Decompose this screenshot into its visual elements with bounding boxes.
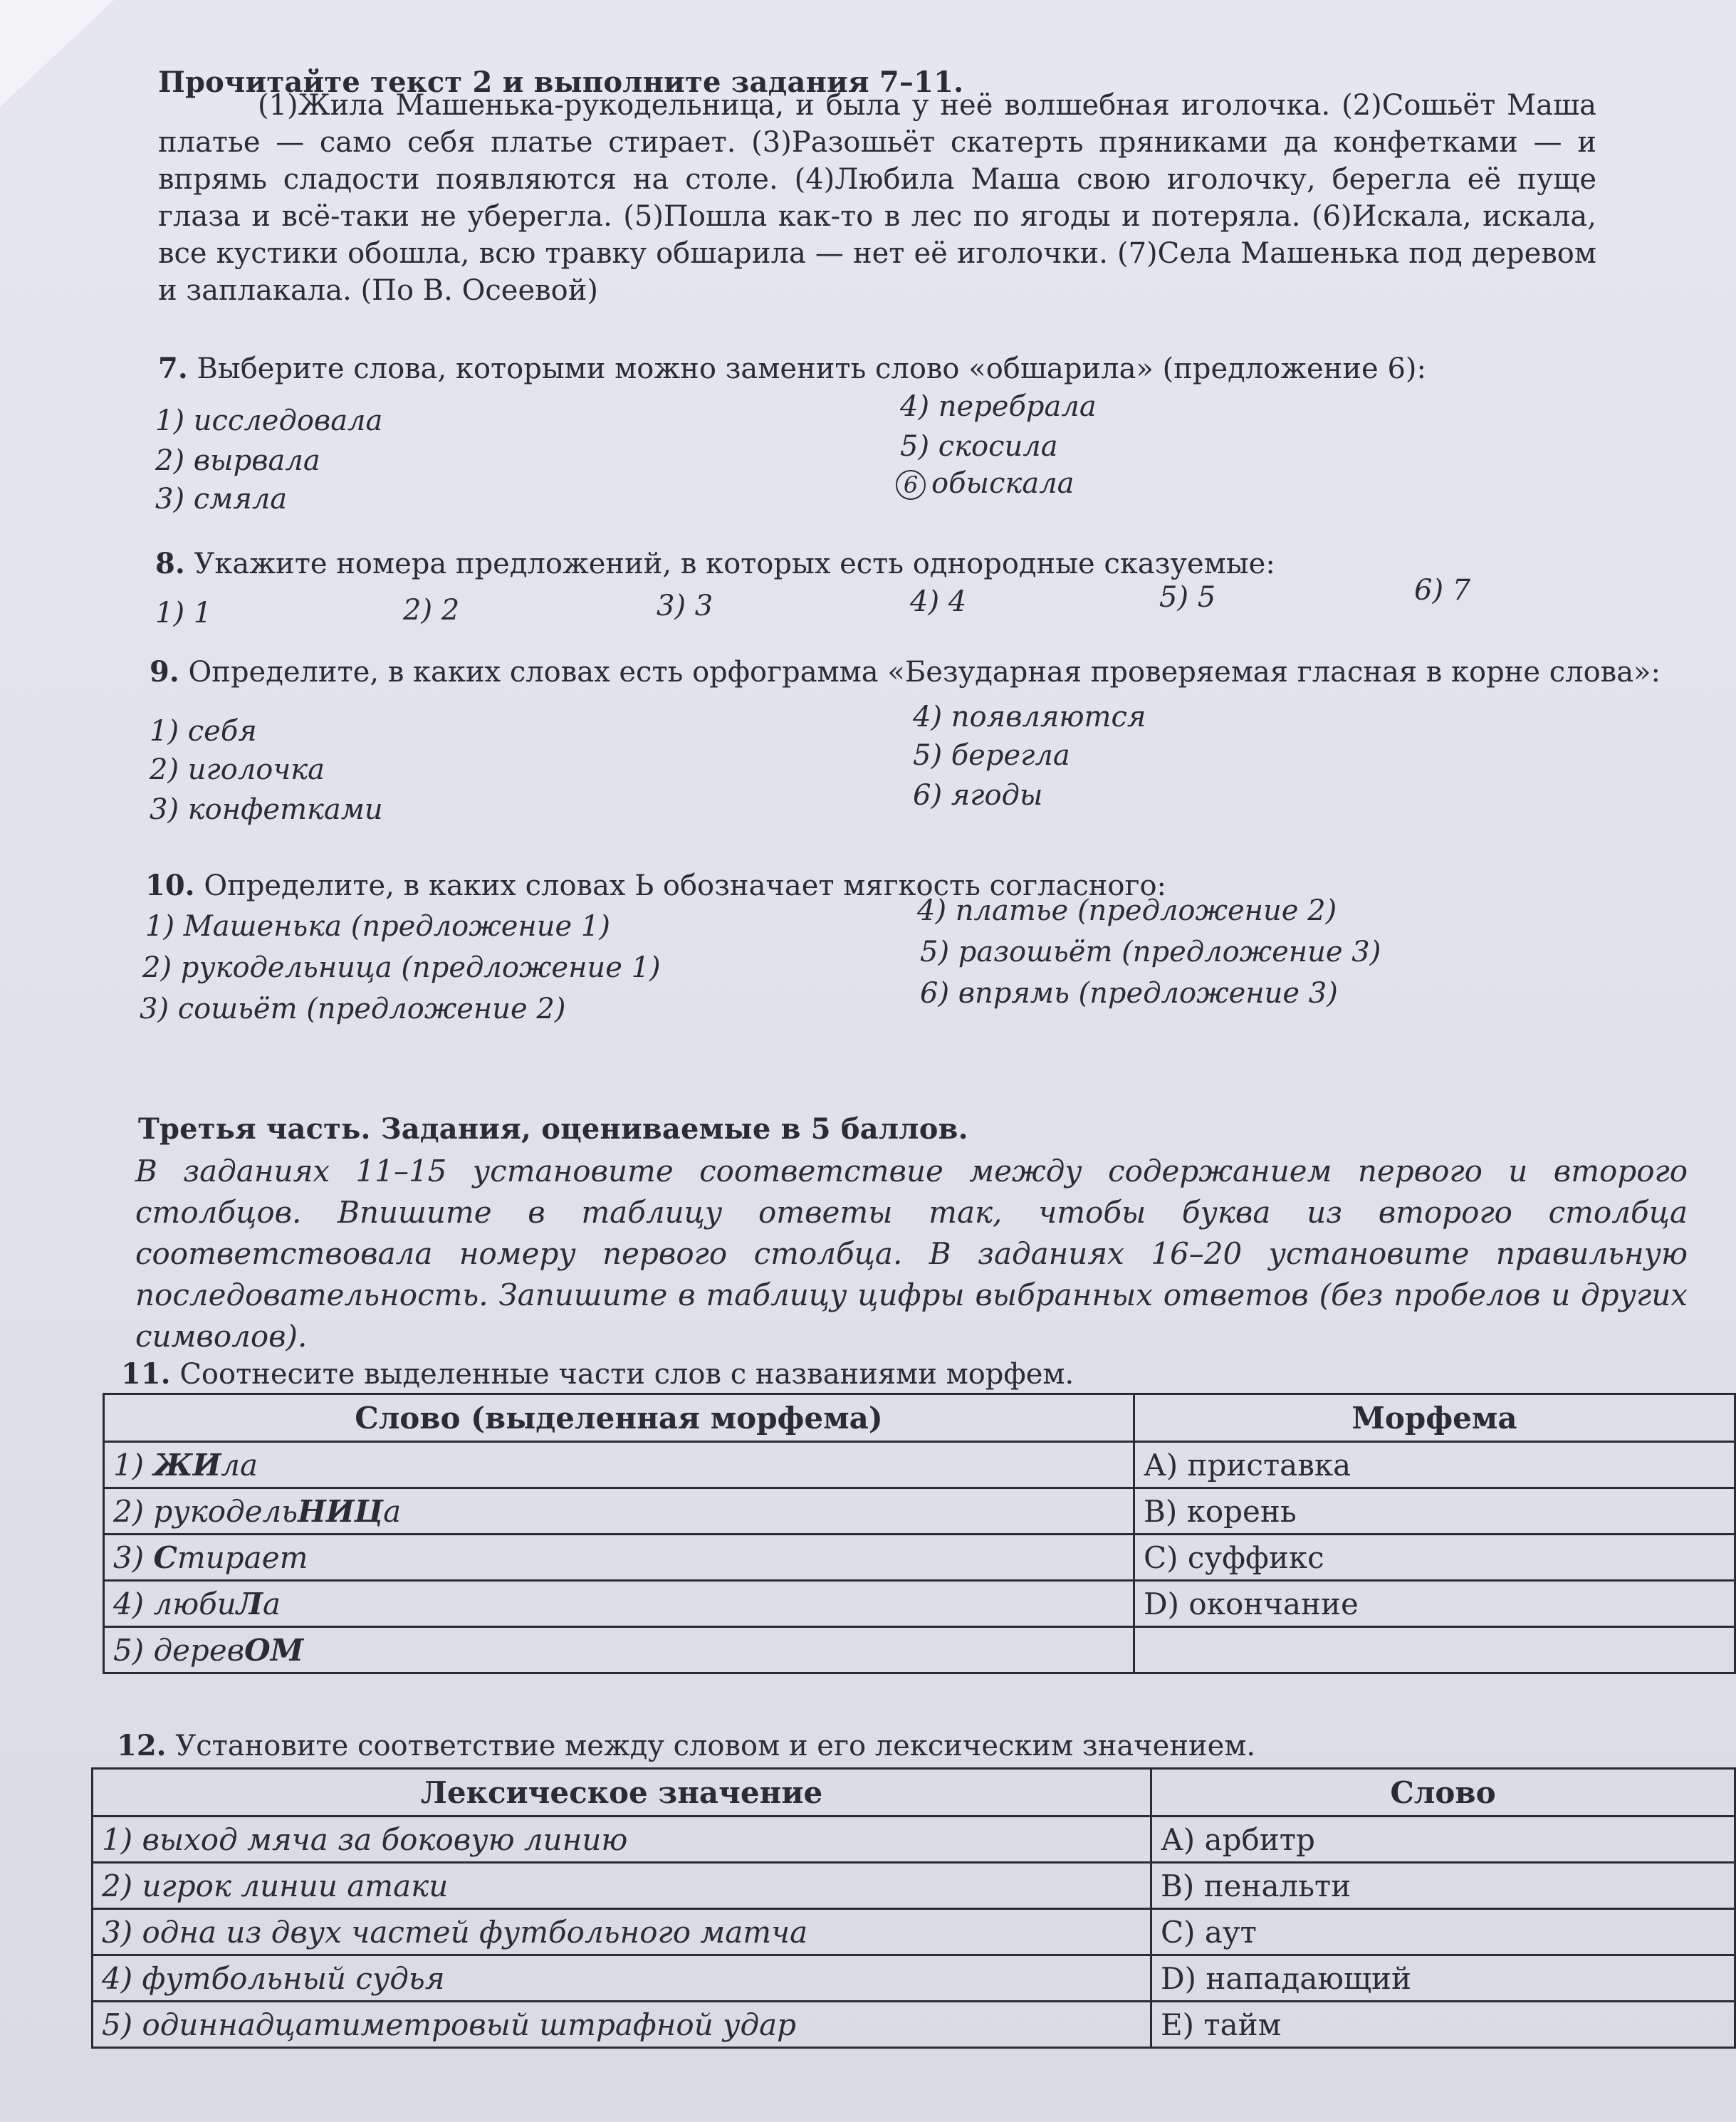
q9-prompt [150, 655, 1716, 689]
q11-row-3-pre: 3) [113, 1540, 154, 1575]
circled-mark-icon: 6 [896, 470, 926, 500]
q10-option-4[interactable]: 4) платье (предложение 2) [917, 894, 1337, 927]
q11-row-1 [104, 1442, 1134, 1488]
q8-option-5[interactable]: 5) 5 [1159, 581, 1216, 614]
table-row [93, 1817, 1735, 1863]
q12-col2-header: Слово [1151, 1769, 1735, 1817]
q7-option-3[interactable]: 3) смяла [155, 483, 288, 516]
part3-instructions: В заданиях 11–15 установите соответствие между содержанием первого и второго столбцов. Впишите в таблицу ответы так, чтобы буква из второго столбца соответствовала номеру первого столбца. В заданиях 16–20 установите правильную последовательность. Запишите в таблицу цифры выбранных ответов (без пробелов и других символов). [135, 1154, 1688, 1354]
q11-answer-a: А) приставка [1134, 1442, 1735, 1488]
table-row [93, 1863, 1735, 1909]
q7-option-6-label: обыскала [931, 467, 1074, 500]
q12-answer-a: А) арбитр [1151, 1817, 1735, 1863]
q12-row-4: 4) футбольный судья [93, 1955, 1151, 2002]
q7-option-4[interactable]: 4) перебрала [900, 390, 1097, 423]
q10-option-6[interactable]: 6) впрямь (предложение 3) [920, 977, 1338, 1010]
q8-option-4[interactable]: 4) 4 [910, 585, 967, 618]
q11-row-3-morpheme: С [153, 1540, 177, 1575]
q11-row-5-morpheme: ОМ [244, 1632, 304, 1668]
q10-option-2[interactable]: 2) рукодельница (предложение 1) [142, 951, 661, 984]
q12-answer-b: В) пенальти [1151, 1863, 1735, 1909]
q12-number: 12. [117, 1729, 167, 1762]
q12-text: Установите соответствие между словом и его лексическим значением. [175, 1730, 1256, 1762]
q9-number: 9. [150, 655, 179, 689]
q10-option-3[interactable]: 3) сошьёт (предложение 2) [140, 993, 566, 1025]
q9-text: Определите, в каких словах есть орфограмма «Безударная проверяемая гласная в корне слова»: [188, 656, 1661, 689]
table-row [104, 1442, 1735, 1488]
q8-option-3[interactable]: 3) 3 [657, 590, 713, 622]
q7-text: Выберите слова, которыми можно заменить слово «обшарила» (предложение 6): [197, 352, 1426, 385]
table-row [104, 1581, 1735, 1627]
q11-table [103, 1393, 1736, 1674]
q12-table [91, 1767, 1736, 2049]
q11-col2-header: Морфема [1134, 1394, 1735, 1442]
q11-col1-header: Слово (выделенная морфема) [104, 1394, 1134, 1442]
q9-option-1[interactable]: 1) себя [150, 715, 257, 748]
q11-number: 11. [121, 1357, 171, 1391]
q12-row-2: 2) игрок линии атаки [93, 1863, 1151, 1909]
table-row [104, 1627, 1735, 1673]
q10-option-5[interactable]: 5) разошьёт (предложение 3) [920, 936, 1381, 968]
page-fold [0, 0, 114, 107]
q7-prompt [158, 352, 1653, 385]
q12-prompt [117, 1729, 1612, 1762]
q11-prompt [121, 1357, 1616, 1391]
q7-option-2[interactable]: 2) вырвала [155, 444, 320, 477]
table-header-row [104, 1394, 1735, 1442]
q11-text: Соотнесите выделенные части слов с названиями морфем. [179, 1358, 1074, 1391]
table-row [104, 1535, 1735, 1581]
q11-answer-c: С) суффикс [1134, 1535, 1735, 1581]
q11-row-1-post: ла [221, 1447, 258, 1483]
q7-option-6[interactable] [896, 467, 1074, 500]
q12-answer-e: Е) тайм [1151, 2002, 1735, 2048]
q11-answer-d: D) окончание [1134, 1581, 1735, 1627]
q11-row-4-post: а [263, 1586, 281, 1621]
table-header-row [93, 1769, 1735, 1817]
q11-row-2-post: а [383, 1493, 402, 1529]
q8-option-6[interactable]: 6) 7 [1414, 574, 1471, 607]
table-row [104, 1488, 1735, 1535]
q11-row-2 [104, 1488, 1134, 1535]
q9-option-2[interactable]: 2) иголочка [150, 753, 325, 786]
q8-option-2[interactable]: 2) 2 [403, 594, 460, 627]
q7-option-1[interactable]: 1) исследовала [155, 404, 383, 437]
intro-paragraph: (1)Жила Машенька-рукодельница, и была у неё волшебная иголочка. (2)Сошьёт Маша платье — само себя платье стирает. (3)Разошьёт скатерть пряниками да конфетками — и впрямь сладости появляются на столе. (4)Любила Маша свою иголочку, берегла её пуще глаза и всё-таки не уберегла. (5)Пошла как-то в лес по ягоды и потеряла. (6)Искала, искала, все кустики обошла, всю травку обшарила — нет её иголочки. (7)Села Машенька под деревом и заплакала. (По В. Осеевой) [158, 89, 1596, 307]
q11-row-2-pre: 2) рукодель [113, 1493, 298, 1529]
q10-option-1[interactable]: 1) Машенька (предложение 1) [145, 910, 610, 943]
q11-row-3-post: тирает [177, 1540, 308, 1575]
q11-row-4-morpheme: Л [236, 1586, 263, 1621]
q11-row-1-pre: 1) [113, 1447, 154, 1483]
q9-option-5[interactable]: 5) берегла [913, 739, 1070, 772]
q11-row-4 [104, 1581, 1134, 1627]
table-row [93, 1955, 1735, 2002]
q11-answer-b: В) корень [1134, 1488, 1735, 1535]
q7-number: 7. [158, 352, 188, 385]
q12-row-1: 1) выход мяча за боковую линию [93, 1817, 1151, 1863]
q11-row-4-pre: 4) люби [113, 1586, 236, 1621]
q11-row-5 [104, 1627, 1134, 1673]
q11-row-3 [104, 1535, 1134, 1581]
q11-row-1-morpheme: ЖИ [153, 1447, 221, 1483]
q12-row-3: 3) одна из двух частей футбольного матча [93, 1909, 1151, 1955]
q12-row-5: 5) одиннадцатиметровый штрафной удар [93, 2002, 1151, 2048]
q9-option-4[interactable]: 4) появляются [913, 701, 1146, 733]
table-row [93, 1909, 1735, 1955]
q8-number: 8. [155, 547, 185, 580]
intro-heading: Прочитайте текст 2 и выполните задания 7–11. [158, 66, 964, 99]
q8-text: Укажите номера предложений, в которых есть однородные сказуемые: [194, 548, 1275, 580]
q9-option-6[interactable]: 6) ягоды [913, 779, 1043, 812]
q10-text: Определите, в каких словах Ь обозначает мягкость согласного: [204, 869, 1167, 902]
q8-option-1[interactable]: 1) 1 [155, 597, 212, 629]
q10-prompt [145, 869, 1641, 902]
q12-answer-c: С) аут [1151, 1909, 1735, 1955]
q11-row-2-morpheme: НИЦ [298, 1493, 384, 1529]
q12-answer-d: D) нападающий [1151, 1955, 1735, 2002]
q10-number: 10. [145, 869, 195, 902]
q11-answer-empty [1134, 1627, 1735, 1673]
part3-heading: Третья часть. Задания, оцениваемые в 5 баллов. [138, 1112, 968, 1146]
q12-col1-header: Лексическое значение [93, 1769, 1151, 1817]
q9-option-3[interactable]: 3) конфетками [150, 793, 383, 826]
q7-option-5[interactable]: 5) скосила [900, 430, 1058, 463]
table-row [93, 2002, 1735, 2048]
q11-row-5-pre: 5) дерев [113, 1632, 245, 1668]
